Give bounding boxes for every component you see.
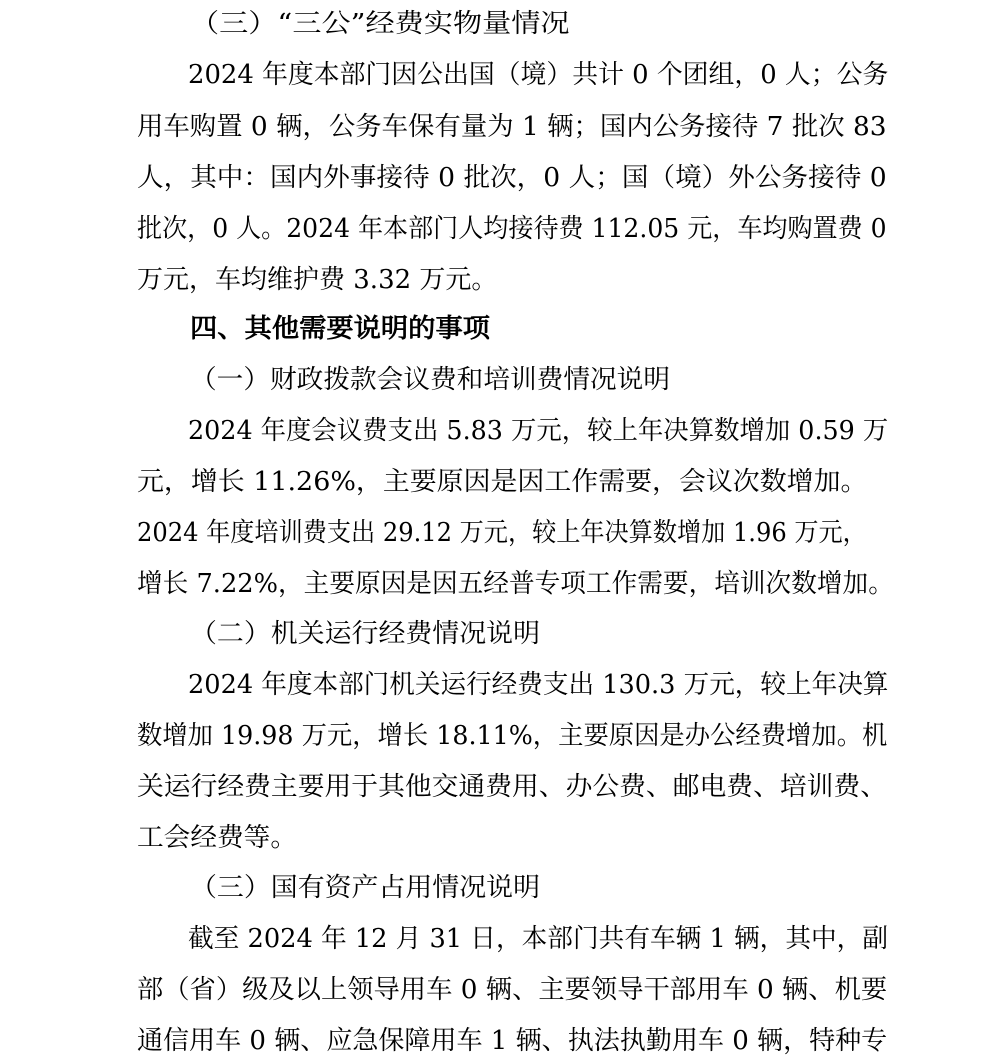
paragraph-line: 通信用车 0 辆、应急保障用车 1 辆、执法执勤用车 0 辆，特种专 xyxy=(137,1026,888,1056)
paragraph-line: 批次，0 人。2024 年本部门人均接待费 112.05 元，车均购置费 0 xyxy=(137,214,887,244)
paragraph-line: 数增加 19.98 万元，增长 18.11%，主要原因是办公经费增加。机 xyxy=(137,721,888,751)
paragraph-line: 2024 年度会议费支出 5.83 万元，较上年决算数增加 0.59 万 xyxy=(188,416,889,446)
paragraph-line: 2024 年度本部门机关运行经费支出 130.3 万元，较上年决算 xyxy=(188,670,889,700)
section-heading-state-assets: （三）国有资产占用情况说明 xyxy=(190,873,541,903)
section-heading-three-public-quantity: （三）“三公”经费实物量情况 xyxy=(190,9,570,39)
paragraph-line: 万元，车均维护费 3.32 万元。 xyxy=(137,265,498,295)
paragraph-line: 元，增长 11.26%，主要原因是因工作需要，会议次数增加。 xyxy=(137,467,868,497)
paragraph-line: 2024 年度培训费支出 29.12 万元，较上年决算数增加 1.96 万元， xyxy=(137,518,867,548)
chapter-heading-other-matters: 四、其他需要说明的事项 xyxy=(190,314,491,344)
paragraph-line: 截至 2024 年 12 月 31 日，本部门共有车辆 1 辆，其中，副 xyxy=(188,924,888,954)
paragraph-line: 增长 7.22%，主要原因是因五经普专项工作需要，培训次数增加。 xyxy=(137,569,894,599)
paragraph-line: 用车购置 0 辆，公务车保有量为 1 辆；国内公务接待 7 批次 83 xyxy=(137,112,887,142)
paragraph-line: 工会经费等。 xyxy=(137,823,298,853)
section-heading-meeting-training-fees: （一）财政拨款会议费和培训费情况说明 xyxy=(190,365,671,395)
paragraph-line: 部（省）级及以上领导用车 0 辆、主要领导干部用车 0 辆、机要 xyxy=(137,975,888,1005)
section-heading-operating-expenses: （二）机关运行经费情况说明 xyxy=(190,619,541,649)
paragraph-line: 2024 年度本部门因公出国（境）共计 0 个团组，0 人；公务 xyxy=(188,60,889,90)
paragraph-line: 关运行经费主要用于其他交通费用、办公费、邮电费、培训费、 xyxy=(137,772,888,802)
paragraph-line: 人，其中：国内外事接待 0 批次，0 人；国（境）外公务接待 0 xyxy=(137,163,887,193)
